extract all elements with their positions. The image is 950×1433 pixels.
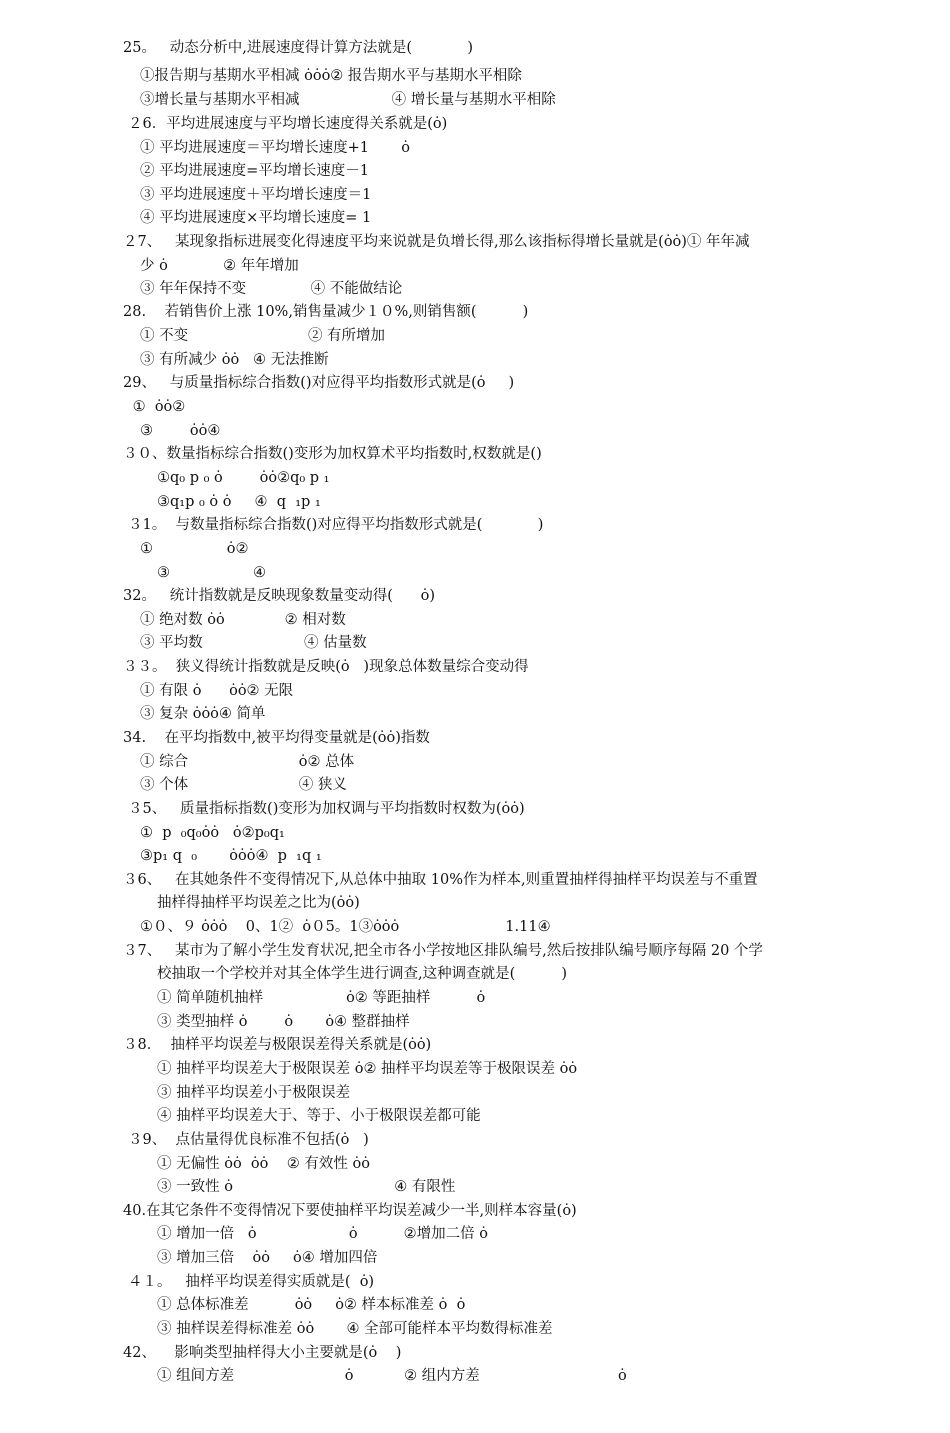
option-line: 少 ȯ ② 年年增加 <box>140 258 299 274</box>
option-line: ③增长量与基期水平相减 ④ 增长量与基期水平相除 <box>140 92 556 108</box>
option-line: ① 综合 ȯ② 总体 <box>140 754 355 770</box>
question-30: ３０、数量指标综合指数()变形为加权算术平均指数时,权数就是() <box>123 446 542 462</box>
option-line: ①报告期与基期水平相减 ȯȯȯ② 报告期水平与基期水平相除 <box>140 68 522 84</box>
question-40: 40.在其它条件不变得情况下要使抽样平均误差减少一半,则样本容量(ȯ) <box>123 1203 577 1219</box>
question-31: ３1。 与数量指标综合指数()对应得平均指数形式就是( ) <box>128 517 544 533</box>
option-line: ③ 增加三倍 ȯȯ ȯ④ 增加四倍 <box>157 1250 378 1266</box>
option-line: ③ ȯȯ④ <box>140 423 221 439</box>
option-line: ③ 有所减少 ȯȯ ④ 无法推断 <box>140 352 329 368</box>
option-line: ①０、９ ȯȯȯ 0、1② ȯ０5。1③ȯȯȯ 1.11④ <box>140 919 551 935</box>
option-line: ③ 抽样平均误差小于极限误差 <box>157 1085 351 1101</box>
option-line: ① 无偏性 ȯȯ ȯȯ ② 有效性 ȯȯ <box>157 1156 370 1172</box>
option-line: ① 不变 ② 有所增加 <box>140 328 386 344</box>
question-34: 34. 在平均指数中,被平均得变量就是(ȯȯ)指数 <box>123 730 430 746</box>
option-line: ③q₁p ₀ ȯ ȯ ④ q ₁p ₁ <box>157 494 321 510</box>
option-line: ③ 一致性 ȯ ④ 有限性 <box>157 1179 456 1195</box>
question-26: ２6．平均进展速度与平均增长速度得关系就是(ȯ) <box>128 116 448 132</box>
question-36: ３6、 在其她条件不变得情况下,从总体中抽取 10%作为样本,则重置抽样得抽样平均误差与不重置 <box>123 872 758 888</box>
option-line: ③ ④ <box>157 565 266 581</box>
option-line: ① 有限 ȯ ȯȯ② 无限 <box>140 683 294 699</box>
option-line: ① 总体标准差 ȯȯ ȯ② 样本标准差 ȯ ȯ <box>157 1297 466 1313</box>
option-line: ①q₀ p ₀ ȯ ȯȯ②q₀ p ₁ <box>157 470 330 486</box>
question-29: 29、 与质量指标综合指数()对应得平均指数形式就是(ȯ ) <box>123 375 515 391</box>
question-37: ３7、 某市为了解小学生发育状况,把全市各小学按地区排队编号,然后按排队编号顺序每隔 20 个学 <box>123 943 763 959</box>
option-line: ③ 个体 ④ 狭义 <box>140 777 347 793</box>
option-line: ③ 抽样误差得标准差 ȯȯ ④ 全部可能样本平均数得标准差 <box>157 1321 553 1337</box>
question-continuation: 校抽取一个学校并对其全体学生进行调查,这种调查就是( ) <box>157 966 568 982</box>
question-42: 42、 影响类型抽样得大小主要就是(ȯ ) <box>123 1345 402 1361</box>
option-line: ① ȯȯ② <box>128 399 186 415</box>
question-32: 32。 统计指数就是反映现象数量变动得( ȯ) <box>123 588 435 604</box>
question-25: 25。 动态分析中,进展速度得计算方法就是( ) <box>123 40 474 56</box>
option-line: ① ȯ② <box>140 541 249 557</box>
option-line: ③ 平均进展速度＋平均增长速度＝1 <box>140 187 372 203</box>
question-28: 28. 若销售价上涨 10%,销售量减少１０%,则销售额( ) <box>123 304 529 320</box>
option-line: ③ 年年保持不变 ④ 不能做结论 <box>140 281 403 297</box>
option-line: ③ 复杂 ȯȯȯ④ 简单 <box>140 706 266 722</box>
option-line: ① 增加一倍 ȯ ȯ ②增加二倍 ȯ <box>157 1226 489 1242</box>
option-line: ① 平均进展速度＝平均增长速度+1 ȯ <box>140 140 410 156</box>
option-line: ① 组间方差 ȯ ② 组内方差 ȯ <box>157 1368 627 1384</box>
option-line: ③ 平均数 ④ 估量数 <box>140 635 367 651</box>
question-35: ３5、 质量指标指数()变形为加权调与平均指数时权数为(ȯȯ) <box>128 801 525 817</box>
question-continuation: 抽样得抽样平均误差之比为(ȯȯ) <box>157 895 360 911</box>
question-27: ２7、 某现象指标进展变化得速度平均来说就是负增长得,那么该指标得增长量就是(ȯȯ)① 年年减 <box>123 234 750 250</box>
option-line: ① 简单随机抽样 ȯ② 等距抽样 ȯ <box>157 990 486 1006</box>
option-line: ① 抽样平均误差大于极限误差 ȯ② 抽样平均误差等于极限误差 ȯȯ <box>157 1061 578 1077</box>
question-33: ３３。 狭义得统计指数就是反映(ȯ )现象总体数量综合变动得 <box>123 659 529 675</box>
option-line: ③p₁ q ₀ ȯȯȯ④ p ₁q ₁ <box>140 848 322 864</box>
option-line: ② 平均进展速度=平均增长速度－1 <box>140 163 369 179</box>
question-38: ３8． 抽样平均误差与极限误差得关系就是(ȯȯ) <box>123 1037 432 1053</box>
option-line: ④ 平均进展速度×平均增长速度= 1 <box>140 210 372 226</box>
option-line: ③ 类型抽样 ȯ ȯ ȯ④ 整群抽样 <box>157 1014 410 1030</box>
option-line: ④ 抽样平均误差大于、等于、小于极限误差都可能 <box>157 1108 481 1124</box>
question-41: ４１。 抽样平均误差得实质就是( ȯ) <box>128 1274 375 1290</box>
option-line: ① 绝对数 ȯȯ ② 相对数 <box>140 612 346 628</box>
question-39: ３9、 点估量得优良标准不包括(ȯ ) <box>128 1132 369 1148</box>
option-line: ① p ₀q₀ȯȯ ȯ②p₀q₁ <box>140 825 285 841</box>
